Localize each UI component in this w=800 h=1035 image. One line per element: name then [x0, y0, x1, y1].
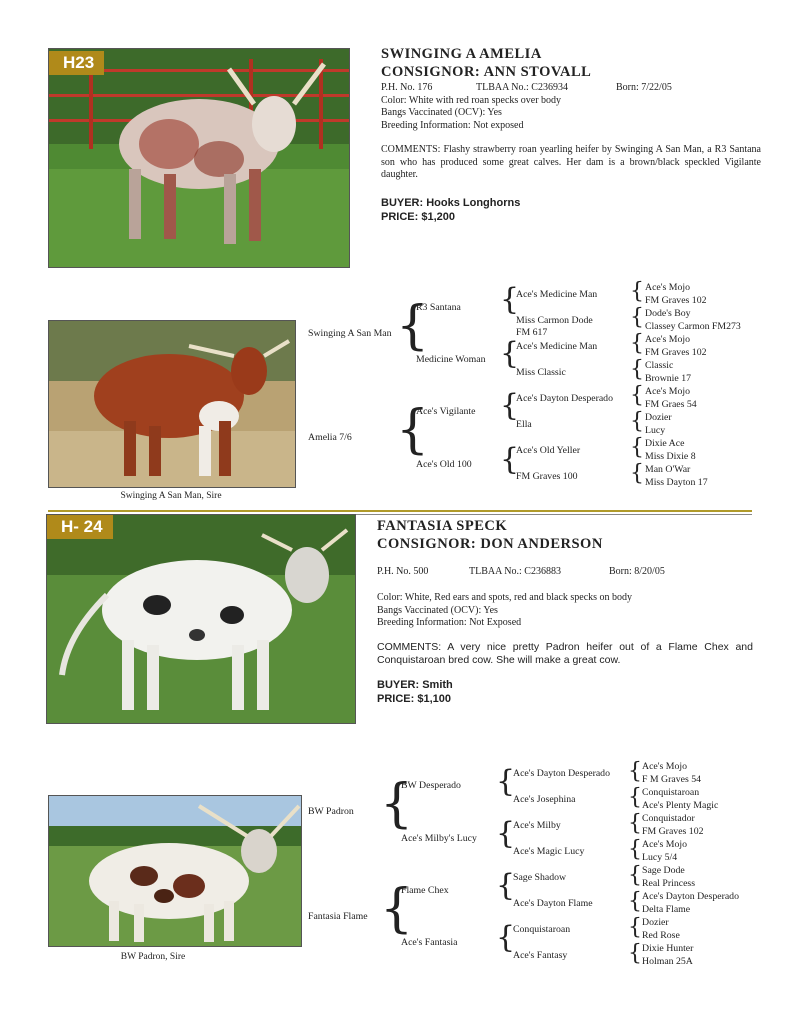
pedigree-g3-text: Miss Carmon Dode FM 617 [516, 315, 593, 338]
pedigree-g3: Ace's Old Yeller [516, 445, 581, 456]
lot2-consignor: CONSIGNOR: DON ANDERSON [377, 536, 603, 552]
sire-photo-lot1 [48, 320, 296, 488]
brace: { [496, 816, 516, 851]
brace: { [380, 879, 414, 939]
pedigree-g4: Miss Dixie 8 [645, 451, 696, 462]
pedigree-g4: Ace's Mojo [642, 761, 688, 772]
sire-photo-lot2 [48, 795, 302, 947]
pedigree-g4: Classey Carmon FM273 [645, 321, 741, 332]
pedigree-g4: Ace's Dayton Desperado [642, 891, 739, 902]
lot2-details [377, 592, 757, 630]
pedigree-sire: Swinging A San Man [308, 328, 392, 339]
pedigree-g3: FM Graves 100 [516, 471, 578, 482]
lot1-consignor: CONSIGNOR: ANN STOVALL [381, 64, 592, 80]
lot-badge: H- 24 [47, 515, 113, 539]
pedigree-g3: Ace's Fantasy [513, 950, 568, 961]
pedigree-dam: Fantasia Flame [308, 911, 368, 922]
pedigree-g3: Ace's Milby [513, 820, 561, 831]
pedigree-g2: Ace's Fantasia [401, 937, 458, 948]
lot2-ph: P.H. No. 500 [377, 566, 429, 577]
pedigree-g4: Classic [645, 360, 674, 371]
pedigree-g2: Medicine Woman [416, 354, 486, 365]
brace: { [628, 785, 642, 810]
brace: { [496, 868, 516, 903]
brace: { [500, 336, 520, 371]
pedigree-g4: Ace's Mojo [645, 334, 691, 345]
brace: { [396, 296, 430, 356]
pedigree-g4: Dozier [642, 917, 669, 928]
pedigree-g4: Dixie Hunter [642, 943, 694, 954]
lot2-comments: COMMENTS: A very nice pretty Padron heifer out of a Flame Chex and Conquistaroan bred cow. She will make a great cow. [377, 641, 753, 666]
brace: { [380, 774, 414, 834]
pedigree-g4: Ace's Mojo [645, 282, 691, 293]
brace: { [628, 837, 642, 862]
pedigree-g4: Brownie 17 [645, 373, 691, 384]
lot1-tlbaa: TLBAA No.: C236934 [476, 82, 568, 93]
pedigree-g3: Ace's Medicine Man [516, 289, 598, 300]
pedigree-g4: Conquistaroan [642, 787, 700, 798]
pedigree-g3: Ella [516, 419, 532, 430]
pedigree-g3: Ace's Josephina [513, 794, 576, 805]
heifer-photo-h24 [46, 514, 356, 724]
pedigree-g3: Ace's Dayton Desperado [513, 768, 610, 779]
pedigree-g4: Ace's Mojo [642, 839, 688, 850]
brace: { [630, 357, 644, 382]
pedigree-g3: Ace's Magic Lucy [513, 846, 585, 857]
brace: { [630, 279, 644, 304]
pedigree-g2: BW Desperado [401, 780, 461, 791]
lot-badge: H23 [49, 51, 104, 75]
pedigree-g4: Ace's Mojo [645, 386, 691, 397]
lot2-born: Born: 8/20/05 [609, 566, 665, 577]
brace: { [628, 759, 642, 784]
brace: { [500, 388, 520, 423]
lot2-sire-caption: BW Padron, Sire [120, 952, 186, 962]
pedigree-g4: Dode's Boy [645, 308, 691, 319]
pedigree-g2: Ace's Milby's Lucy [401, 833, 477, 844]
pedigree-g4: Man O'War [645, 464, 691, 475]
lot2-name: FANTASIA SPECK [377, 518, 508, 534]
brace: { [630, 409, 644, 434]
brace: { [396, 400, 430, 460]
pedigree-g2: Flame Chex [401, 885, 449, 896]
brace: { [628, 863, 642, 888]
pedigree-g3: Ace's Dayton Desperado [516, 393, 613, 404]
lot1-info [381, 82, 761, 132]
pedigree-g4: Lucy [645, 425, 666, 436]
brace: { [628, 811, 642, 836]
pedigree-g4: F M Graves 54 [642, 774, 702, 785]
lot1-color: Color: White with red roan specks over body [381, 94, 562, 106]
brace: { [628, 915, 642, 940]
brace: { [628, 889, 642, 914]
pedigree-g4: Sage Dode [642, 865, 685, 876]
pedigree-g4: Conquistador [642, 813, 695, 824]
lot1-born: Born: 7/22/05 [616, 82, 672, 93]
pedigree-g3: Ace's Medicine Man [516, 341, 598, 352]
section-divider [48, 510, 752, 512]
pedigree-g3: Miss Classic [516, 367, 566, 378]
pedigree-g4: FM Graves 102 [642, 826, 704, 837]
pedigree-g4: FM Graves 102 [645, 295, 707, 306]
brace: { [630, 331, 644, 356]
lot2-tlbaa: TLBAA No.: C236883 [469, 566, 561, 577]
pedigree-g2: Ace's Vigilante [416, 406, 476, 417]
pedigree-g2: Ace's Old 100 [416, 459, 472, 470]
pedigree-g3: Sage Shadow [513, 872, 567, 883]
lot1-buyer: BUYER: Hooks Longhorns [381, 197, 521, 209]
pedigree-g4: Dozier [645, 412, 672, 423]
lot1-breeding: Breeding Information: Not exposed [381, 119, 524, 131]
pedigree-g4: FM Graves 102 [645, 347, 707, 358]
lot2-buyer: BUYER: Smith [377, 679, 453, 691]
brace: { [496, 920, 516, 955]
brace: { [500, 282, 520, 317]
pedigree-g4: FM Graes 54 [645, 399, 697, 410]
pedigree-g4: Lucy 5/4 [642, 852, 678, 863]
pedigree-g4: Holman 25A [642, 956, 693, 967]
lot2-breeding: Breeding Information: Not Exposed [377, 617, 522, 628]
lot1-sire-caption: Swinging A San Man, Sire [120, 491, 222, 501]
heifer-photo-h23 [48, 48, 350, 268]
pedigree-g4: Dixie Ace [645, 438, 685, 449]
pedigree-g3: Conquistaroan [513, 924, 571, 935]
brace: { [500, 442, 520, 477]
brace: { [630, 461, 644, 486]
lot2-info [377, 566, 757, 579]
lot1-price: PRICE: $1,200 [381, 211, 455, 223]
pedigree-g3 [516, 315, 608, 339]
pedigree-g4: Miss Dayton 17 [645, 477, 708, 488]
lot2-price: PRICE: $1,100 [377, 693, 451, 705]
lot1-name: SWINGING A AMELIA [381, 46, 542, 62]
pedigree-g4: Real Princess [642, 878, 696, 889]
lot1-bangs: Bangs Vaccinated (OCV): Yes [381, 107, 502, 118]
pedigree-g4: Delta Flame [642, 904, 691, 915]
pedigree-sire: BW Padron [308, 806, 354, 817]
pedigree-dam: Amelia 7/6 [308, 432, 352, 443]
pedigree-g4: Red Rose [642, 930, 680, 941]
brace: { [630, 305, 644, 330]
pedigree-g3: Ace's Dayton Flame [513, 898, 593, 909]
lot2-color: Color: White, Red ears and spots, red and black specks on body [377, 592, 633, 603]
brace: { [628, 941, 642, 966]
pedigree-g4: Ace's Plenty Magic [642, 800, 719, 811]
lot1-ph: P.H. No. 176 [381, 82, 433, 93]
brace: { [496, 764, 516, 799]
pedigree-g2: R3 Santana [416, 302, 461, 313]
lot1-comments: COMMENTS: Flashy strawberry roan yearling heifer by Swinging A San Man, a R3 Santana son who has produced some great calves. Her dam is a brown/black speckled Vigilante daughter. [381, 144, 761, 180]
brace: { [630, 435, 644, 460]
lot2-bangs: Bangs Vaccinated (OCV): Yes [377, 604, 498, 616]
brace: { [630, 383, 644, 408]
